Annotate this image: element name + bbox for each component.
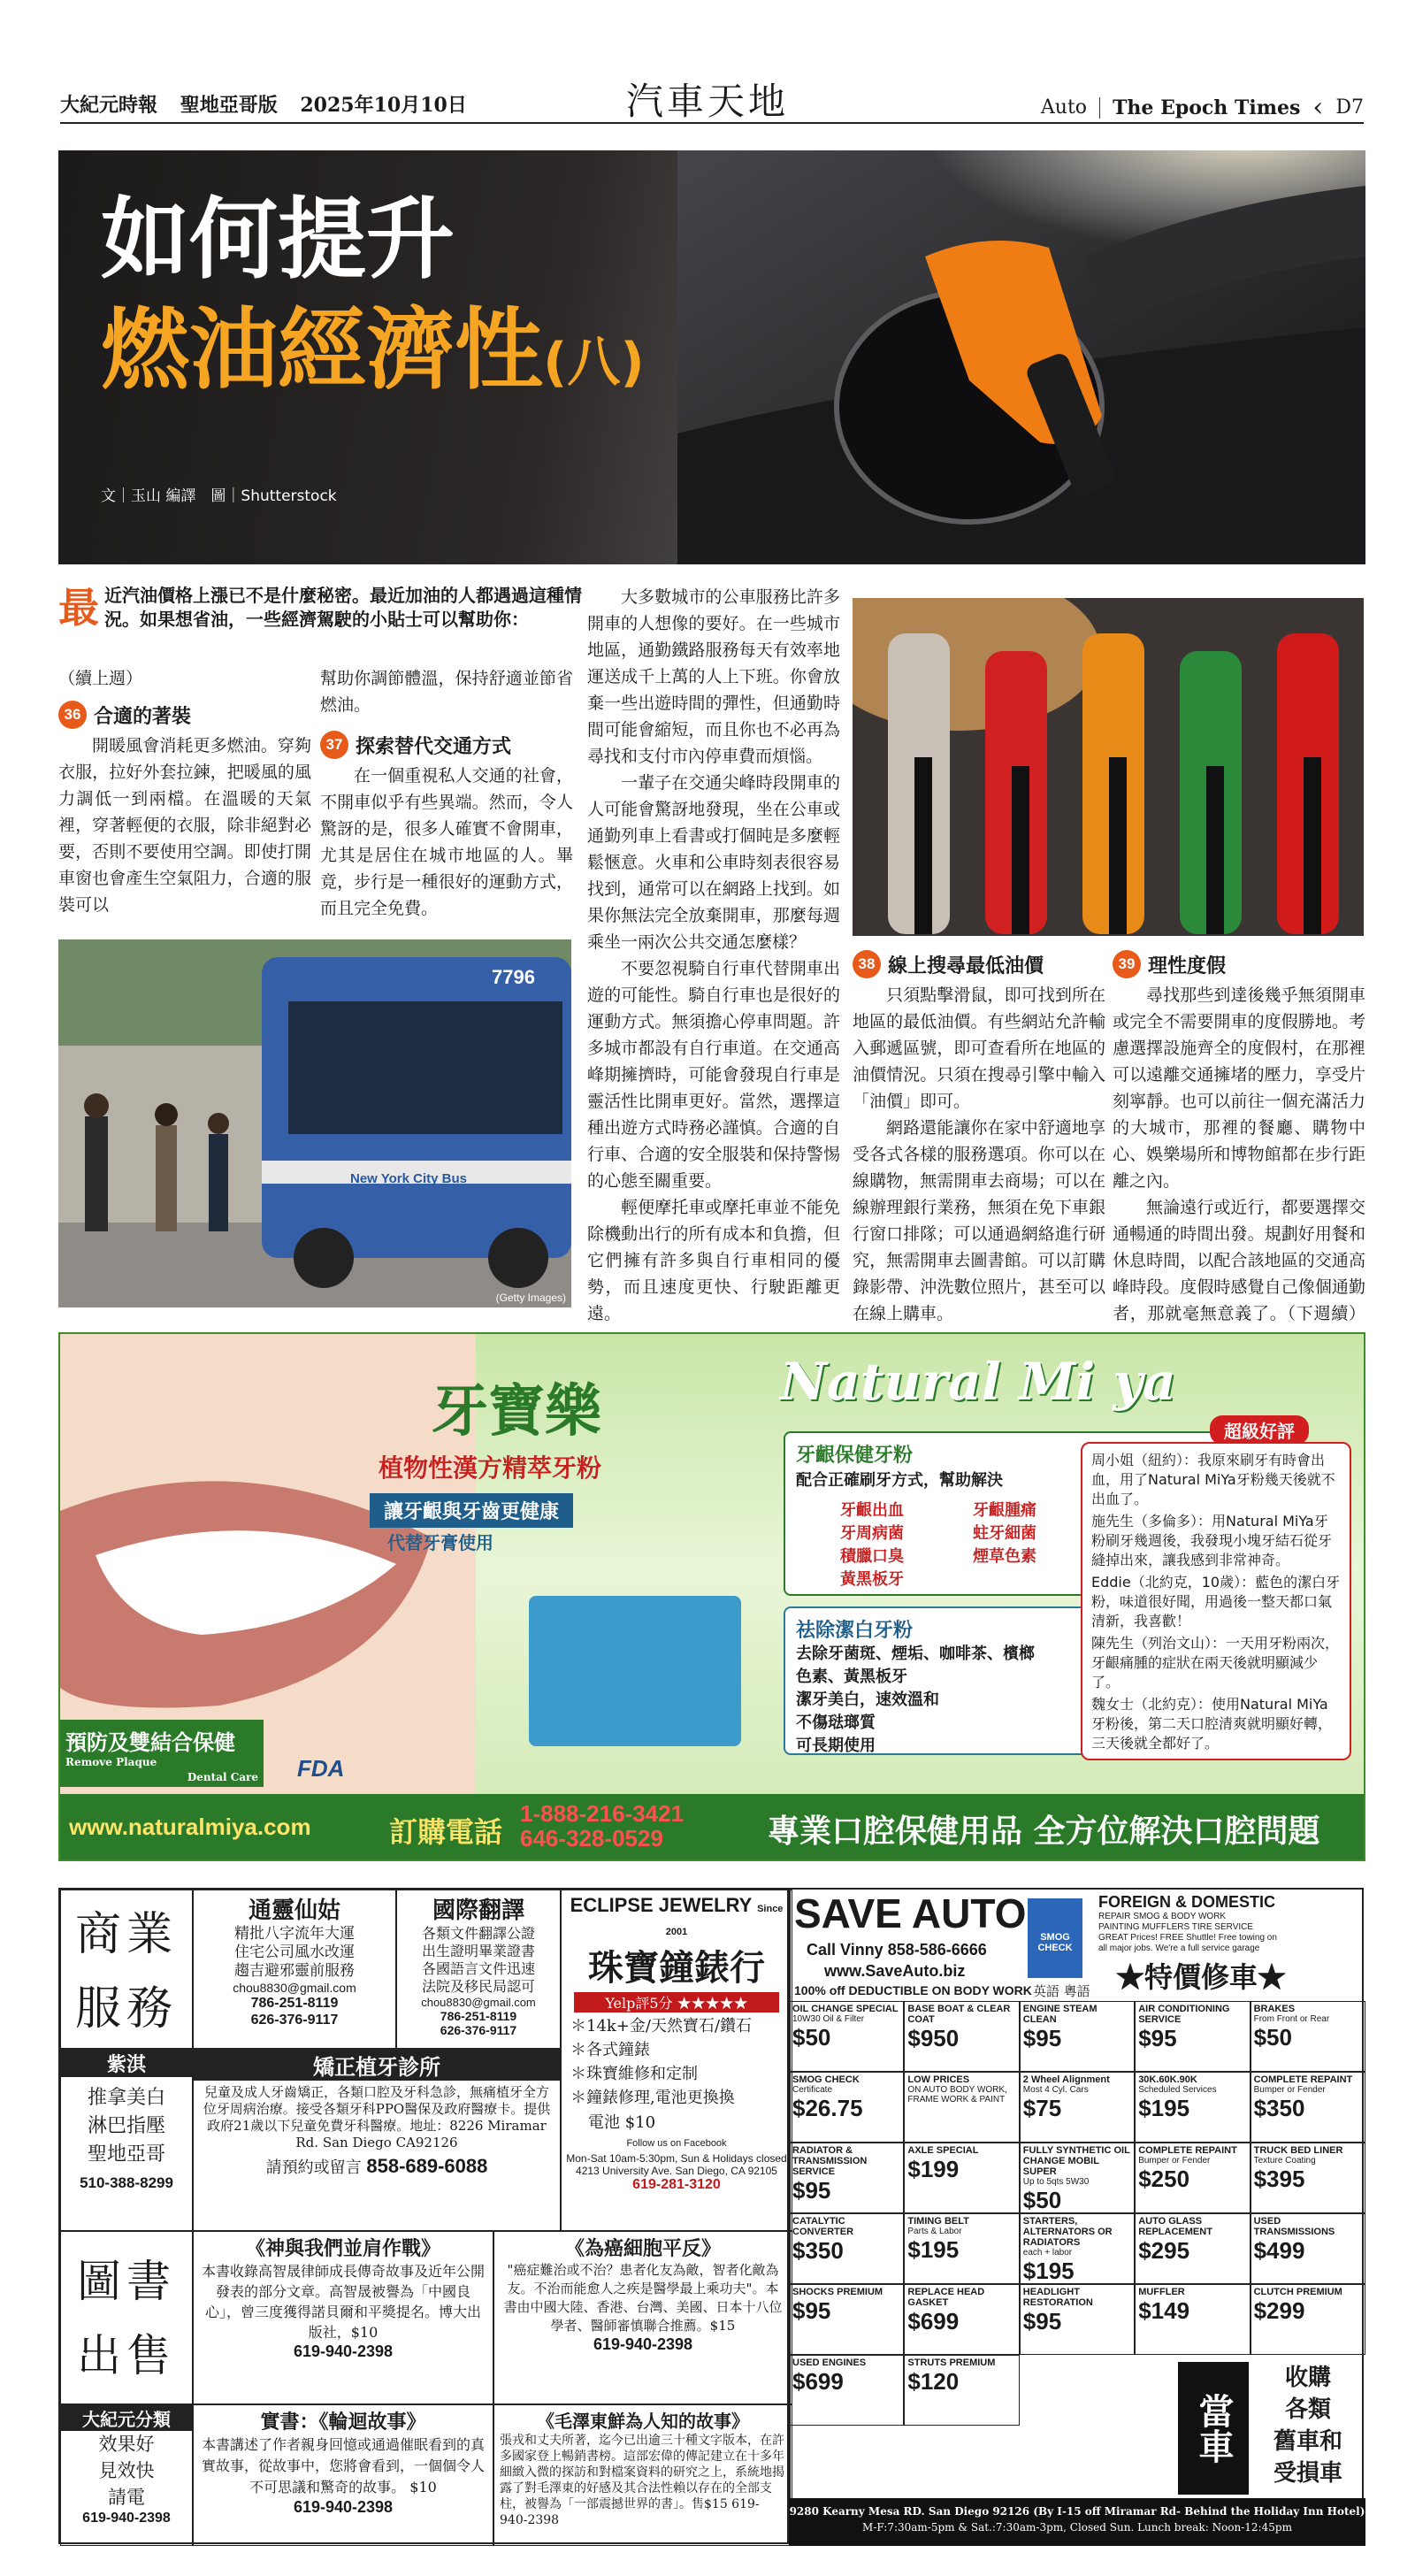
- epoch-line: 效果好: [98, 2434, 155, 2455]
- book-1-title: 《神與我們並肩作戰》: [245, 2237, 440, 2260]
- pawn-car-label: 當車: [1178, 2362, 1249, 2495]
- ad-url[interactable]: www.naturalmiya.com: [69, 1813, 311, 1840]
- drop-cap: 最: [58, 584, 99, 632]
- book-3-title: 實書：《輪迴故事》: [260, 2411, 426, 2434]
- translation-ad: [396, 1890, 561, 2049]
- service-price: $350: [1253, 2095, 1305, 2121]
- testimonials-box: [1081, 1442, 1351, 1760]
- service-name: USED TRANSMISSIONS: [1253, 2216, 1335, 2237]
- price-cell: [1020, 2213, 1135, 2284]
- service-name: RADIATOR & TRANSMISSION SERVICE: [792, 2145, 868, 2177]
- fortune-line: 住宅公司風水改運: [234, 1944, 355, 1961]
- testimonial: 施先生（多倫多）：用Natural MiYa牙粉刷牙幾週後，我發現小塊牙結石從牙縫掉出來，讓我感到非常神奇。: [1091, 1513, 1333, 1568]
- box2-title: 祛除潔白牙粉: [796, 1619, 914, 1642]
- ad-slogan: 專業口腔保健用品 全方位解決口腔問題: [768, 1813, 1320, 1850]
- box2-item: 可長期使用: [796, 1736, 876, 1755]
- service-price: $120: [907, 2368, 960, 2395]
- ziqi-line: 聖地亞哥: [87, 2143, 165, 2166]
- fuel-pumps-photo: [853, 598, 1364, 936]
- library-text: 圖書出售: [77, 2256, 176, 2381]
- fd-title: FOREIGN & DOMESTIC: [1098, 1893, 1276, 1911]
- tip-number: 36: [58, 701, 87, 729]
- clinic-appt: 請預約或留言: [265, 2158, 362, 2177]
- service-price: $499: [1253, 2237, 1305, 2264]
- fortune-phones[interactable]: [197, 1995, 392, 2028]
- tip-number: 37: [320, 731, 348, 759]
- service-detail: Most 4 Cyl. Cars: [1022, 2085, 1089, 2095]
- book-3-phone[interactable]: 619-940-2398: [293, 2498, 394, 2516]
- jewelry-item: ＊14k+金/天然寶石/鑽石: [570, 2017, 753, 2036]
- price-cell: [789, 2001, 904, 2072]
- clinic-contact: [194, 2155, 560, 2178]
- jewelry-items: [565, 2014, 788, 2110]
- book-3-ad: [193, 2404, 493, 2546]
- chevron-left-icon: ‹: [1312, 92, 1324, 123]
- translation-phone: 786-251-8119: [440, 2009, 517, 2023]
- title-line-2: [101, 295, 645, 405]
- tip-37-heading: [320, 731, 573, 759]
- jewelry-title-text: ECLIPSE JEWELRY: [570, 1894, 752, 1916]
- service-price: $199: [907, 2156, 960, 2182]
- book-4-text: 張戎和丈夫所著，迄今已出逾三十種文字版本，在許多國家登上暢銷書榜。這部宏偉的傳記建立在十多年細緻入微的探訪和對檔案資料的研究之上，系統地揭露了對毛澤東的好感及其合法性賴以存在的全部支柱，被譽為「一部震撼世界的書」。售$15 619-940-2398: [500, 2434, 784, 2527]
- title-main: 燃油經濟性: [101, 298, 543, 402]
- buy-line: 受損車: [1273, 2460, 1342, 2487]
- bus-route-number: 7796: [492, 966, 535, 988]
- book-4-ad: [493, 2404, 792, 2546]
- masthead-right: [1041, 92, 1364, 123]
- book-1-phone[interactable]: 619-940-2398: [293, 2342, 394, 2360]
- fortune-phone: 786-251-8119: [250, 1996, 339, 2011]
- facebook-follow[interactable]: Follow us on Facebook: [626, 2138, 727, 2149]
- fd-line: all major jobs. We're a full service garage: [1098, 1944, 1260, 1953]
- tip-number: 39: [1113, 950, 1141, 978]
- translation-title: 國際翻譯: [432, 1898, 524, 1924]
- service-name: OIL CHANGE SPECIAL: [792, 2004, 899, 2014]
- masthead: [60, 80, 1364, 124]
- tip-title: 探索替代交通方式: [356, 734, 512, 758]
- paper-name: 大紀元時報: [60, 94, 158, 117]
- tip-number: 38: [853, 950, 881, 978]
- box1-list: [840, 1498, 1105, 1590]
- service-price: $699: [792, 2368, 844, 2395]
- column-2: [320, 665, 573, 922]
- price-cell: [904, 2072, 1019, 2143]
- clinic-title: 矯正植牙診所: [194, 2050, 560, 2081]
- tip-title: 線上搜尋最低油價: [888, 954, 1044, 978]
- footer-hours: M-F:7:30am-5pm & Sat.:7:30am-3pm, Closed Sun. Lunch break: Noon-12:45pm: [862, 2521, 1292, 2534]
- service-price: $75: [1022, 2095, 1062, 2121]
- column-1: [58, 665, 311, 918]
- fortune-line: 趨吉避邪靈前服務: [234, 1962, 355, 1980]
- column-3: [587, 584, 840, 1327]
- remove-text: Remove Plaque: [65, 1756, 157, 1768]
- classified-section: [58, 1888, 791, 2544]
- save-auto-footer: [789, 2498, 1365, 2546]
- service-name: FULLY SYNTHETIC OIL CHANGE MOBIL SUPER: [1022, 2145, 1130, 2177]
- price-cell: [789, 2355, 904, 2426]
- hero-credit: 文｜玉山 編譯 圖｜Shutterstock: [101, 487, 337, 505]
- phone-1[interactable]: 1-888-216-3421: [520, 1800, 685, 1827]
- fd-line: REPAIR SMOG & BODY WORK: [1098, 1912, 1227, 1921]
- masthead-left: [60, 90, 483, 118]
- service-name: 30K.60K.90K: [1138, 2074, 1197, 2085]
- deductible-note: 100% off DEDUCTIBLE ON BODY WORK: [794, 1983, 1032, 1997]
- jewelry-address: 4213 University Ave. San Diego, CA 92105: [576, 2165, 777, 2177]
- product-box-image: [529, 1596, 741, 1746]
- testimonial: 陳先生（列治文山）：一天用牙粉兩次，牙齦痛腫的症狀在兩天後就明顯減少了。: [1091, 1635, 1340, 1690]
- tip-title: 理性度假: [1148, 954, 1227, 978]
- ad-natural-logo: Natural Mi ya: [780, 1352, 1176, 1412]
- ziqi-line: 推拿美白: [87, 2087, 165, 2109]
- service-price: $250: [1138, 2166, 1190, 2192]
- issue-date: 2025年10月10日: [300, 94, 467, 117]
- service-price: $50: [1253, 2024, 1292, 2051]
- service-name: COMPLETE REPAINT: [1253, 2074, 1353, 2085]
- ziqi-line: 淋巴指壓: [87, 2115, 165, 2137]
- service-price: $195: [907, 2236, 960, 2263]
- service-price: $950: [907, 2025, 960, 2051]
- library-header: [60, 2231, 193, 2404]
- jewelry-cn-title: 珠寶鐘錶行: [588, 1947, 765, 1989]
- epoch-classified-ad: [60, 2404, 193, 2546]
- fortune-lines: [197, 1925, 392, 1981]
- book-1-text: 本書收錄高智晟律師成長傳奇故事及近年公開發表的部分文章。高智晟被譽為「中國良心」，曾三度獲得諾貝爾和平獎提名。博大出版社，$10: [201, 2263, 485, 2341]
- fd-lines: [1098, 1912, 1360, 1954]
- service-detail: From Front or Rear: [1253, 2014, 1330, 2024]
- order-phone-label: 訂購電話: [389, 1815, 503, 1849]
- service-price: $299: [1253, 2297, 1305, 2324]
- col3-para-4: 輕便摩托車或摩托車並不能免除機動出行的所有成本和負擔，但它們擁有許多與自行車相同的優勢，而且速度更快、行駛距離更遠。: [587, 1198, 840, 1323]
- jewelry-title: [565, 1894, 788, 1940]
- service-price: $95: [792, 2177, 831, 2204]
- price-cell: [1020, 2143, 1135, 2213]
- ad-tagline-1: 植物性漢方精萃牙粉: [379, 1453, 602, 1483]
- ziqi-ad: [60, 2049, 193, 2231]
- box2-list: [796, 1643, 1044, 1758]
- box1-title: 牙齦保健牙粉: [796, 1444, 914, 1467]
- buy-line: 舊車和: [1273, 2428, 1342, 2455]
- foreign-domestic: [1098, 1893, 1360, 1954]
- ad-tagline-2: 讓牙齦與牙齒更健康: [370, 1493, 573, 1528]
- dental-clinic-ad: [193, 2049, 561, 2231]
- service-detail: Bumper or Fender: [1253, 2085, 1326, 2095]
- service-detail: Scheduled Services: [1138, 2085, 1217, 2095]
- phone-2[interactable]: 646-328-0529: [520, 1825, 663, 1852]
- since-text: Since 2001: [665, 1904, 784, 1937]
- box1-subtitle: 配合正確刷牙方式，幫助解決: [796, 1471, 1003, 1490]
- book-4-title: 《毛澤東鮮為人知的故事》: [537, 2411, 749, 2432]
- toothpowder-ad: [58, 1332, 1365, 1861]
- epoch-line: 見效快: [98, 2460, 155, 2481]
- price-cell: [789, 2284, 904, 2355]
- service-detail: each + labor: [1022, 2248, 1073, 2258]
- page-number: D7: [1335, 96, 1364, 119]
- price-cell: [904, 2213, 1019, 2284]
- price-cell: [1020, 2284, 1135, 2355]
- fd-line: PAINTING MUFFLERS TIRE SERVICE: [1098, 1922, 1254, 1932]
- service-price: $95: [1138, 2025, 1177, 2051]
- hero-banner: [58, 150, 1365, 564]
- tip-38-heading: [853, 950, 1105, 978]
- box1-item: 蛀牙細菌: [973, 1524, 1036, 1543]
- special-repair-title: ★特價修車★: [1116, 1960, 1287, 1994]
- testimonial: 周小姐（紐約）：我原來刷牙有時會出血，用了Natural MiYa牙粉幾天後就不出血了。: [1091, 1452, 1335, 1507]
- save-auto-ad: [787, 1888, 1364, 2544]
- service-price: $95: [1022, 2025, 1062, 2051]
- bus-label: New York City Bus: [350, 1171, 467, 1186]
- price-cell: [1020, 2001, 1135, 2072]
- languages: 英語 粵語: [1033, 1983, 1090, 1999]
- service-price: $149: [1138, 2297, 1190, 2324]
- ad-footer-bar: [60, 1794, 1365, 1861]
- business-service-header: [60, 1890, 193, 2049]
- translation-email[interactable]: chou8830@gmail.com: [421, 1996, 536, 2009]
- fortune-phone: 626-376-9117: [250, 2012, 339, 2028]
- book-1-ad: [193, 2231, 493, 2404]
- service-price: $50: [792, 2024, 831, 2051]
- service-name: MUFFLER: [1138, 2287, 1185, 2297]
- price-cell: [789, 2143, 904, 2213]
- testimonial: Eddie（北約克，10歲）：藍色的潔白牙粉，味道很好聞，用過後一整天都口氣清新，我喜歡！: [1091, 1574, 1341, 1629]
- service-detail: ON AUTO BODY WORK, FRAME WORK & PAINT: [907, 2085, 1007, 2104]
- fortune-email[interactable]: chou8830@gmail.com: [233, 1981, 356, 1995]
- column-4: [853, 950, 1105, 1327]
- service-name: AXLE SPECIAL: [907, 2145, 979, 2156]
- ziqi-title: 紫淇: [61, 2050, 192, 2077]
- service-name: BRAKES: [1253, 2004, 1296, 2014]
- translation-line: 法院及移民局認可: [421, 1978, 535, 1995]
- jewelry-hours: Mon-Sat 10am-5:30pm, Sun & Holidays closed: [566, 2152, 787, 2165]
- box1-item: 牙齦出血: [840, 1501, 904, 1520]
- tip-36-body: 開暖風會消耗更多燃油。穿夠衣服，拉好外套拉鍊，把暖風的風力調低一到兩檔。在溫暖的天氣裡，穿著輕便的衣服，除非絕對必要，否則不要使用空調。即使打開車窗也會產生空氣阻力，合適的服裝可以: [58, 736, 311, 915]
- column-5: [1113, 950, 1365, 1353]
- edition: 聖地亞哥版: [180, 94, 278, 117]
- price-cell: [1135, 2001, 1250, 2072]
- service-name: LOW PRICES: [907, 2074, 970, 2085]
- service-detail: Up to 5qts 5W30: [1022, 2177, 1090, 2187]
- price-cell: [789, 2072, 904, 2143]
- tip-39-body-2: 無論遠行或近行，都要選擇交通暢通的時間出發。規劃好用餐和休息時間，以配合該地區的交通高峰時段。度假時感覺自己像個通勤者，那就毫無意義了。（下週續）: [1113, 1198, 1365, 1323]
- tip-38-body-1: 只須點擊滑鼠，即可找到所在地區的最低油價。有些網站允許輸入郵遞區號，即可查看所在地區的油價情況。只須在搜尋引擎中輸入「油價」即可。: [853, 985, 1105, 1111]
- ad-brand-cn: 牙寶樂: [432, 1378, 601, 1445]
- box2-item: 去除牙菌斑、煙垢、咖啡茶、檳榔色素、黃黑板牙: [796, 1644, 1035, 1686]
- testimonial-list: [1091, 1451, 1341, 1753]
- service-name: CATALYTIC CONVERTER: [792, 2216, 854, 2237]
- jewelry-item: ＊珠寶維修和定制: [570, 2065, 698, 2083]
- fuel-pumps-image: [853, 598, 1364, 936]
- save-auto-web[interactable]: www.SaveAuto.biz: [824, 1962, 966, 1980]
- ziqi-phone[interactable]: 510-388-8299: [80, 2174, 173, 2191]
- buy-line: 收購: [1284, 2365, 1331, 2391]
- translation-lines: [401, 1925, 556, 1996]
- price-cell: [1251, 2001, 1365, 2072]
- service-name: CLUTCH PREMIUM: [1253, 2287, 1342, 2297]
- price-cell: [1020, 2072, 1135, 2143]
- epoch-line: 請電: [108, 2487, 145, 2508]
- bus-street-image: [58, 939, 571, 1307]
- service-detail: Parts & Labor: [907, 2227, 962, 2236]
- photo-credit: (Getty Images): [495, 1292, 566, 1304]
- prevent-logo: [60, 1720, 264, 1787]
- box2-item: 潔牙美白，速效溫和: [796, 1690, 939, 1709]
- service-name: USED ENGINES: [792, 2358, 867, 2368]
- price-cell: [1251, 2284, 1365, 2355]
- intro-text: 近汽油價格上漲已不是什麼秘密。最近加油的人都遇過這種情況。如果想省油，一些經濟駕駛的小貼士可以幫助你：: [104, 585, 582, 630]
- service-detail: 10W30 Oil & Filter: [792, 2014, 865, 2024]
- clinic-text: 兒童及成人牙齒矯正，各類口腔及牙科急診，無痛植牙全方位牙周病治療。接受各類牙科PPO醫保及政府醫療卡。提供政府21歲以下兒童免費牙科醫療。地址：8226 Miramar Rd. San Diego CA92126: [203, 2084, 551, 2150]
- service-name: SHOCKS PREMIUM: [792, 2287, 883, 2297]
- col3-para-3: 不要忽視騎自行車代替開車出遊的可能性。騎自行車也是很好的運動方式。無須擔心停車問題。許多城市都設有自行車道。在交通高峰期擁擠時，可能會發現自行車是靈活性比開車更好。當然，選擇這種出遊方式時務必謹慎。合適的自行車、合適的安全服裝和保持警惕的心態至關重要。: [587, 959, 840, 1191]
- translation-phones[interactable]: [401, 2009, 556, 2037]
- service-detail: Certificate: [792, 2085, 833, 2095]
- ad-tagline-3: 代替牙膏使用: [387, 1532, 493, 1553]
- price-cell: [904, 2284, 1019, 2355]
- jewelry-item: ＊各式鐘錶: [570, 2041, 650, 2059]
- fd-line: GREAT Prices! FREE Shuttle! Free towing on: [1098, 1933, 1277, 1943]
- service-price: $350: [792, 2237, 844, 2264]
- title-suffix: (八): [543, 332, 645, 394]
- box1-item: 煙草色素: [973, 1547, 1036, 1566]
- col3-para-2: 一輩子在交通尖峰時段開車的人可能會驚訝地發現，坐在公車或通勤列車上看書或打個盹是多麼輕鬆愜意。火車和公車時刻表很容易找到，通常可以在網路上找到。如果你無法完全放棄開車，那麼每週乘坐一兩次公共交通怎麼樣？: [587, 773, 840, 952]
- translation-line: 各國語言文件迅速: [421, 1960, 535, 1977]
- service-name: ENGINE STEAM CLEAN: [1022, 2004, 1098, 2025]
- header-text: 商業服務: [74, 1908, 178, 2036]
- save-auto-phone[interactable]: Call Vinny 858-586-6666: [807, 1941, 987, 1959]
- buy-used-cars: [1252, 2362, 1364, 2495]
- title-line-1: 如何提升: [101, 188, 455, 291]
- translation-line: 各類文件翻譯公證: [421, 1925, 535, 1942]
- service-name: STARTERS, ALTERNATORS OR RADIATORS: [1022, 2216, 1113, 2248]
- save-auto-title: SAVE AUTO: [794, 1890, 1027, 1936]
- order-phones: [520, 1801, 684, 1851]
- epoch-title: 大紀元分類: [61, 2405, 192, 2431]
- intro: [58, 584, 585, 632]
- service-price: $95: [792, 2297, 831, 2324]
- price-cell: [789, 2213, 904, 2284]
- service-name: TRUCK BED LINER: [1253, 2145, 1343, 2156]
- testimonial: 魏女士（北約克）：使用Natural MiYa牙粉後，第二天口腔清爽就明顯好轉，三天後就全都好了。: [1091, 1696, 1333, 1752]
- box2-item: 不傷琺瑯質: [796, 1714, 876, 1732]
- section-en: Auto: [1040, 96, 1088, 119]
- service-price: $195: [1022, 2258, 1075, 2284]
- smog-check-badge: SMOG CHECK: [1028, 1898, 1082, 1978]
- book-3-text: 本書講述了作者親身回憶或通過催眠看到的真實故事，從故事中，您將會看到，一個個令人不可思議和驚奇的故事。 $10: [201, 2436, 485, 2496]
- clinic-phone[interactable]: 858-689-6088: [366, 2155, 488, 2177]
- price-cell: [1135, 2143, 1250, 2213]
- service-price: $395: [1253, 2166, 1305, 2192]
- book-2-phone[interactable]: 619-940-2398: [593, 2335, 693, 2353]
- tip-36-heading: [58, 701, 311, 729]
- fortune-title: 通靈仙姑: [248, 1898, 340, 1924]
- service-name: HEADLIGHT RESTORATION: [1022, 2287, 1093, 2308]
- continued-label: （續上週）: [58, 669, 143, 688]
- epoch-phone[interactable]: 619-940-2398: [82, 2511, 171, 2526]
- epoch-lines: [61, 2431, 192, 2511]
- price-cell: [904, 2143, 1019, 2213]
- book-2-ad: [493, 2231, 792, 2404]
- price-cell: [1251, 2072, 1365, 2143]
- service-price: $26.75: [792, 2095, 863, 2121]
- service-price: $95: [1022, 2308, 1062, 2334]
- rave-review-badge: 超級好評: [1210, 1415, 1309, 1445]
- box1-item: 積臘口臭: [840, 1547, 904, 1566]
- box1-item: 黃黑板牙: [840, 1570, 904, 1589]
- yelp-rating: Yelp評5分 ★★★★★: [574, 1992, 779, 2012]
- dental-care-text: Dental Care: [187, 1771, 258, 1783]
- service-name: AUTO GLASS REPLACEMENT: [1138, 2216, 1212, 2237]
- fortune-ad: [193, 1890, 396, 2049]
- section-title: 汽車天地: [626, 80, 790, 123]
- service-detail: Bumper or Fender: [1138, 2156, 1211, 2166]
- service-name: SMOG CHECK: [792, 2074, 860, 2085]
- prevent-text: 預防及雙結合保健: [65, 1729, 235, 1755]
- ziqi-lines: [61, 2084, 192, 2169]
- hero-title: [101, 184, 645, 405]
- col3-para-1: 大多數城市的公車服務比許多開車的人想像的要好。在一些城市地區，通勤鐵路服務每天有效率地運送成千上萬的人上下班。你會放棄一些出遊時間的彈性，但通勤時間可能會縮短，而且你也不必再為尋找和支付市內停車費而煩惱。: [587, 587, 840, 766]
- price-cell: [904, 2001, 1019, 2072]
- battery-price: 電池 $10: [588, 2113, 656, 2132]
- translation-phone: 626-376-9117: [440, 2023, 517, 2037]
- price-cell: [904, 2355, 1019, 2426]
- fda-logo: FDA: [297, 1755, 345, 1782]
- service-price: $699: [907, 2308, 960, 2334]
- tip-39-body-1: 尋找那些到達後幾乎無須開車或完全不需要開車的度假勝地。考慮選擇設施齊全的度假村，在那裡可以遠離交通擁堵的壓力，享受片刻寧靜。也可以前往一個充滿活力的大城市，那裡的餐廳、購物中心、娛樂場所和博物館都在步行距離之內。: [1113, 985, 1365, 1191]
- service-name: COMPLETE REPAINT: [1138, 2145, 1237, 2156]
- jewelry-item: ＊鐘錶修理,電池更換換: [570, 2089, 735, 2107]
- price-cell: [1251, 2213, 1365, 2284]
- book-2-text: "癌症難治或不治？患者化友為敵，智者化敵為友。不治而能愈人之疾是醫學最上乘功夫"。本書由中國大陸、香港、台灣、美國、日本十八位學者、醫師審慎聯合推薦。$15: [503, 2262, 783, 2334]
- box1-item: 牙周病菌: [840, 1524, 904, 1543]
- jewelry-ad: [561, 1890, 792, 2231]
- service-price: $50: [1022, 2187, 1062, 2213]
- price-cell: [1135, 2213, 1250, 2284]
- jewelry-phone[interactable]: 619-281-3120: [632, 2177, 721, 2192]
- service-name: STRUTS PREMIUM: [907, 2358, 996, 2368]
- service-price: $195: [1138, 2095, 1190, 2121]
- service-price: $295: [1138, 2237, 1190, 2264]
- tip-39-heading: [1113, 950, 1365, 978]
- service-name: AIR CONDITIONING SERVICE: [1138, 2004, 1230, 2025]
- fortune-line: 精批八字流年大運: [234, 1925, 355, 1943]
- book-2-title: 《為癌細胞平反》: [564, 2237, 721, 2260]
- service-name: TIMING BELT: [907, 2216, 969, 2227]
- col2-continued-text: 幫助你調節體溫，保持舒適並節省燃油。: [320, 669, 573, 715]
- brand-name: The Epoch Times: [1113, 96, 1301, 119]
- service-name: REPLACE HEAD GASKET: [907, 2287, 985, 2308]
- translation-line: 出生證明畢業證書: [421, 1943, 535, 1959]
- footer-address: 9280 Kearny Mesa RD. San Diego 92126 (By I-15 off Miramar Rd- Behind the Holiday Inn Hotel): [789, 2505, 1365, 2518]
- service-name: 2 Wheel Alignment: [1022, 2074, 1110, 2085]
- tip-38-body-2: 網路還能讓你在家中舒適地享受各式各樣的服務選項。你可以在線購物，無需開車去商場；可以在線辦理銀行業務，無須在免下車銀行窗口排隊；可以通過網絡進行研究，無需開車去圖書館。可以訂購錄影帶、沖洗數位照片，甚至可以在線上購車。: [853, 1118, 1105, 1323]
- price-cell: [1135, 2072, 1250, 2143]
- box1-item: 牙齦腫痛: [973, 1501, 1036, 1520]
- price-cell: [1251, 2143, 1365, 2213]
- buy-line: 各類: [1284, 2396, 1331, 2423]
- service-detail: Texture Coating: [1253, 2156, 1316, 2166]
- service-name: BASE BOAT & CLEAR COAT: [907, 2004, 1011, 2025]
- bus-photo: [58, 939, 571, 1307]
- tip-title: 合適的著裝: [94, 704, 192, 728]
- price-cell: [1135, 2284, 1250, 2355]
- tip-37-body: 在一個重視私人交通的社會，不開車似乎有些異端。然而，令人驚訝的是，很多人確實不會開車，尤其是居住在城市地區的人。畢竟，步行是一種很好的運動方式，而且完全免費。: [320, 766, 573, 918]
